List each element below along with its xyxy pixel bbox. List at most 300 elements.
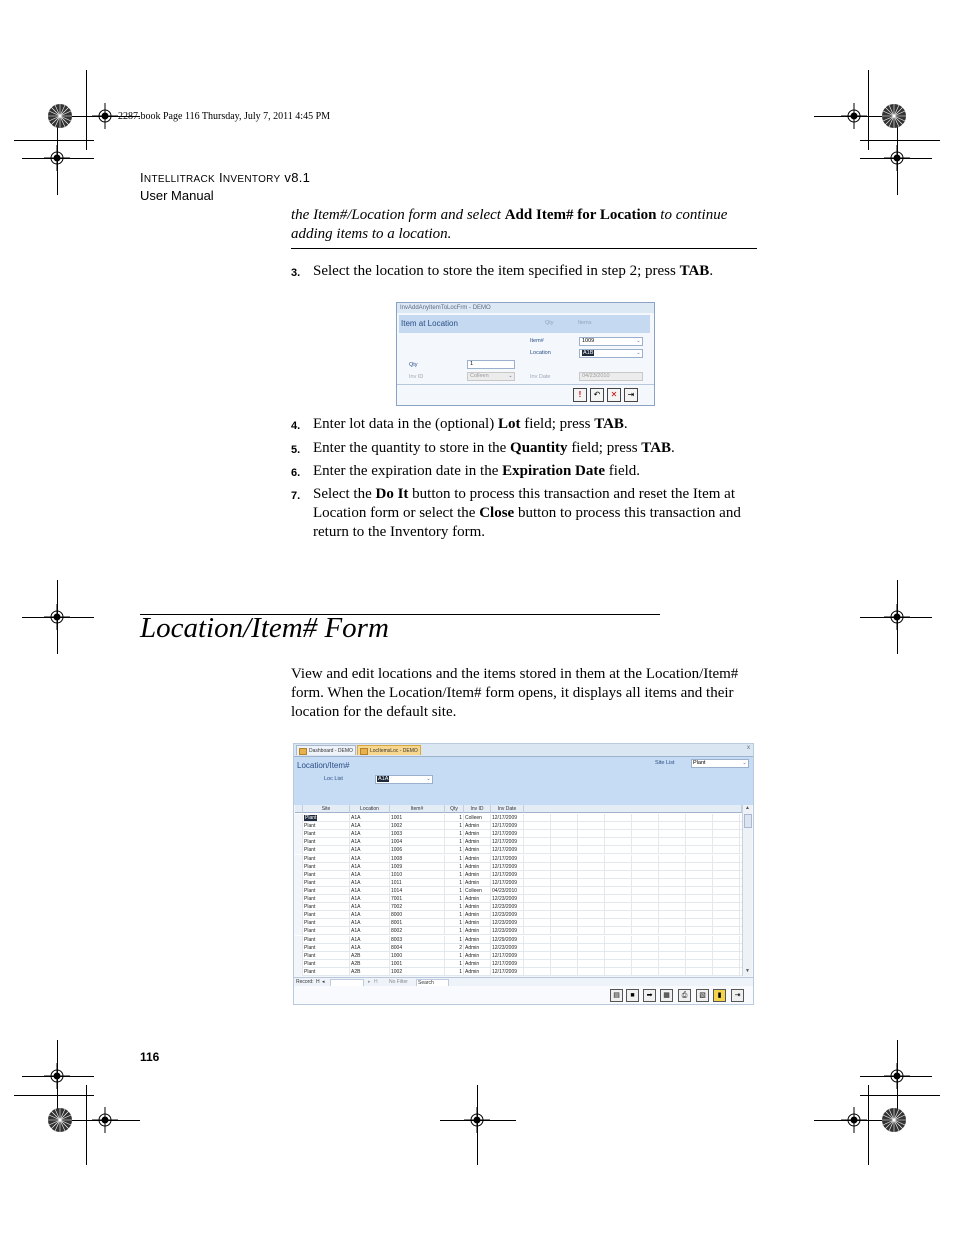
row-selector[interactable]: [295, 903, 303, 911]
table-cell[interactable]: 1: [445, 830, 464, 838]
table-cell[interactable]: 1: [445, 838, 464, 846]
table-cell[interactable]: 1010: [390, 871, 445, 879]
table-cell[interactable]: Plant: [303, 814, 350, 822]
table-cell[interactable]: 1003: [390, 830, 445, 838]
empty-cell: [524, 919, 551, 927]
form-title: Item at Location: [399, 315, 650, 333]
table-cell[interactable]: Admin: [464, 919, 491, 927]
empty-cell: [713, 960, 740, 968]
qty-field[interactable]: 1: [467, 360, 515, 369]
table-cell[interactable]: 12/17/2009: [491, 830, 524, 838]
undo-button[interactable]: ↶: [590, 388, 604, 402]
table-cell[interactable]: A1A: [350, 863, 390, 871]
empty-cell: [713, 903, 740, 911]
table-row[interactable]: [295, 936, 742, 944]
table-cell[interactable]: 12/23/2009: [491, 927, 524, 935]
table-cell[interactable]: A1A: [350, 911, 390, 919]
empty-cell: [551, 855, 578, 863]
chevron-down-icon[interactable]: ⌄: [636, 350, 641, 356]
table-cell[interactable]: 1011: [390, 879, 445, 887]
table-cell[interactable]: 8002: [390, 927, 445, 935]
table-cell[interactable]: 7001: [390, 895, 445, 903]
table-cell[interactable]: 12/17/2009: [491, 879, 524, 887]
row-selector[interactable]: [295, 887, 303, 895]
empty-cell: [713, 830, 740, 838]
table-cell[interactable]: 1009: [390, 863, 445, 871]
table-cell[interactable]: Admin: [464, 960, 491, 968]
empty-cell: [605, 863, 632, 871]
table-cell[interactable]: Plant: [303, 822, 350, 830]
table-cell[interactable]: Admin: [464, 968, 491, 976]
empty-cell: [524, 846, 551, 854]
empty-cell: [659, 846, 686, 854]
table-row[interactable]: [295, 944, 742, 952]
table-cell[interactable]: Colleen: [464, 887, 491, 895]
table-cell[interactable]: Plant: [303, 846, 350, 854]
table-cell[interactable]: 1: [445, 863, 464, 871]
row-selector[interactable]: [295, 968, 303, 976]
empty-cell: [524, 952, 551, 960]
table-cell[interactable]: Admin: [464, 822, 491, 830]
row-selector[interactable]: [295, 863, 303, 871]
empty-cell: [713, 879, 740, 887]
empty-cell: [551, 960, 578, 968]
empty-cell: [659, 838, 686, 846]
empty-cell: [659, 919, 686, 927]
table-cell[interactable]: 1: [445, 927, 464, 935]
table-row[interactable]: [295, 814, 742, 822]
column-header[interactable]: Item#: [390, 805, 445, 813]
step-4-text: Enter lot data in the (optional) Lot field; press TAB.: [313, 416, 628, 432]
crosshair-icon: [841, 1107, 867, 1133]
table-cell[interactable]: 12/17/2009: [491, 871, 524, 879]
row-selector[interactable]: [295, 911, 303, 919]
table-cell[interactable]: Plant: [303, 895, 350, 903]
table-cell[interactable]: A1A: [350, 855, 390, 863]
table-cell[interactable]: 8001: [390, 919, 445, 927]
table-row[interactable]: [295, 960, 742, 968]
table-cell[interactable]: A1A: [350, 830, 390, 838]
empty-cell: [578, 830, 605, 838]
site-list-select[interactable]: Plant ⌄: [691, 759, 749, 768]
empty-cell: [605, 944, 632, 952]
empty-cell: [578, 968, 605, 976]
empty-cell: [632, 952, 659, 960]
row-selector[interactable]: [295, 846, 303, 854]
tab-loc-items[interactable]: LocItemsLoc - DEMO: [357, 745, 421, 755]
table-cell[interactable]: 12/23/2009: [491, 903, 524, 911]
table-cell[interactable]: Admin: [464, 936, 491, 944]
table-cell[interactable]: Plant: [303, 944, 350, 952]
table-cell[interactable]: Admin: [464, 863, 491, 871]
table-cell[interactable]: 12/17/2009: [491, 822, 524, 830]
table-cell[interactable]: Plant: [303, 927, 350, 935]
table-cell[interactable]: A1A: [350, 871, 390, 879]
empty-cell: [605, 871, 632, 879]
select-all-corner[interactable]: [295, 805, 303, 813]
table-cell[interactable]: 12/17/2009: [491, 968, 524, 976]
table-cell[interactable]: Plant: [303, 903, 350, 911]
item-label: Item#: [530, 338, 544, 344]
table-cell[interactable]: Plant: [303, 887, 350, 895]
empty-cell: [524, 911, 551, 919]
table-cell[interactable]: A1A: [350, 927, 390, 935]
item-select[interactable]: 1009 ⌄: [579, 337, 643, 346]
empty-cell: [713, 863, 740, 871]
table-cell[interactable]: 12/17/2009: [491, 846, 524, 854]
table-cell[interactable]: A1A: [350, 936, 390, 944]
inv-date-field: 04/23/2010: [579, 372, 643, 381]
table-cell[interactable]: 1: [445, 846, 464, 854]
chevron-down-icon[interactable]: ⌄: [636, 338, 641, 344]
table-cell[interactable]: 1: [445, 887, 464, 895]
empty-cell: [632, 863, 659, 871]
empty-cell: [551, 903, 578, 911]
vertical-scrollbar[interactable]: [742, 805, 752, 976]
table-cell[interactable]: Plant: [303, 871, 350, 879]
table-row[interactable]: [295, 838, 742, 846]
empty-cell: [632, 911, 659, 919]
table-cell[interactable]: Plant: [303, 863, 350, 871]
table-cell[interactable]: Admin: [464, 830, 491, 838]
empty-cell: [605, 927, 632, 935]
empty-cell: [686, 846, 713, 854]
chevron-down-icon[interactable]: ⌄: [742, 760, 747, 766]
empty-cell: [578, 879, 605, 887]
table-cell[interactable]: 12/17/2009: [491, 960, 524, 968]
empty-cell: [713, 838, 740, 846]
empty-cell: [551, 952, 578, 960]
column-header[interactable]: Location: [350, 805, 390, 813]
go-button[interactable]: ➡: [643, 989, 656, 1002]
table-row[interactable]: [295, 855, 742, 863]
table-cell[interactable]: 1: [445, 936, 464, 944]
no-filter-button[interactable]: No Filter: [389, 979, 408, 985]
table-cell[interactable]: A2B: [350, 968, 390, 976]
table-cell[interactable]: 12/17/2009: [491, 855, 524, 863]
table-cell[interactable]: A2B: [350, 952, 390, 960]
table-cell[interactable]: 1014: [390, 887, 445, 895]
table-cell[interactable]: A2B: [350, 960, 390, 968]
empty-cell: [605, 887, 632, 895]
edit-button[interactable]: ▤: [610, 989, 623, 1002]
column-header[interactable]: Qty: [445, 805, 464, 813]
empty-cell: [713, 822, 740, 830]
table-row[interactable]: [295, 846, 742, 854]
table-row[interactable]: [295, 952, 742, 960]
inv-id-field: Colleen ⌄: [467, 372, 515, 381]
table-cell[interactable]: 1: [445, 952, 464, 960]
table-cell[interactable]: Plant: [303, 968, 350, 976]
table-cell[interactable]: 1004: [390, 838, 445, 846]
note-divider: [291, 248, 757, 249]
empty-cell: [686, 903, 713, 911]
table-cell[interactable]: Admin: [464, 927, 491, 935]
table-cell[interactable]: A1A: [350, 846, 390, 854]
table-cell[interactable]: Admin: [464, 846, 491, 854]
row-selector[interactable]: [295, 814, 303, 822]
table-row[interactable]: [295, 911, 742, 919]
last-record-button[interactable]: H: [374, 979, 378, 985]
search-field[interactable]: Search: [416, 979, 449, 987]
running-header-title: INTELLITRACK INVENTORY v8.1: [140, 170, 311, 185]
table-cell[interactable]: Plant: [303, 855, 350, 863]
table-cell[interactable]: A1A: [350, 919, 390, 927]
table-row[interactable]: [295, 927, 742, 935]
table-cell[interactable]: Plant: [303, 960, 350, 968]
table-cell[interactable]: 1: [445, 879, 464, 887]
preview-button[interactable]: ▧: [696, 989, 709, 1002]
note-paragraph: the Item#/Location form and select Add Item# for Location to continue adding items to a location.: [291, 207, 728, 242]
table-cell[interactable]: 1001: [390, 960, 445, 968]
empty-cell: [659, 927, 686, 935]
table-cell[interactable]: Plant: [303, 830, 350, 838]
empty-cell: [686, 838, 713, 846]
table-row[interactable]: [295, 968, 742, 976]
close-button[interactable]: ⇥: [624, 388, 638, 402]
table-cell[interactable]: 1: [445, 911, 464, 919]
form-title: Location/Item#: [297, 761, 350, 770]
table-row[interactable]: [295, 863, 742, 871]
empty-cell: [632, 814, 659, 822]
form-footer: [294, 986, 753, 1004]
step-6-text: Enter the expiration date in the Expiration Date field.: [313, 463, 641, 479]
table-row[interactable]: [295, 822, 742, 830]
running-header-subtitle: User Manual: [140, 188, 214, 203]
table-cell[interactable]: Admin: [464, 871, 491, 879]
empty-cell: [551, 927, 578, 935]
empty-cell: [686, 879, 713, 887]
empty-cell: [551, 879, 578, 887]
empty-cell: [659, 855, 686, 863]
table-cell[interactable]: Admin: [464, 855, 491, 863]
row-selector[interactable]: [295, 927, 303, 935]
empty-cell: [578, 838, 605, 846]
table-cell[interactable]: Admin: [464, 911, 491, 919]
empty-cell: [524, 822, 551, 830]
location-item-screenshot: [293, 743, 754, 1005]
table-cell[interactable]: Plant: [303, 919, 350, 927]
empty-cell: [686, 863, 713, 871]
table-cell[interactable]: 1: [445, 903, 464, 911]
table-cell[interactable]: A1A: [350, 879, 390, 887]
table-cell[interactable]: A1A: [350, 814, 390, 822]
table-cell[interactable]: A1A: [350, 822, 390, 830]
table-cell[interactable]: 7002: [390, 903, 445, 911]
table-cell[interactable]: Admin: [464, 895, 491, 903]
record-label: Record:: [296, 979, 314, 985]
form-icon: [299, 748, 307, 755]
site-list-label: Site List: [655, 760, 675, 766]
table-cell[interactable]: Admin: [464, 879, 491, 887]
column-header[interactable]: Site: [303, 805, 350, 813]
chevron-down-icon[interactable]: ⌄: [426, 776, 431, 782]
table-cell[interactable]: 1001: [390, 814, 445, 822]
empty-cell: [686, 871, 713, 879]
table-cell[interactable]: Plant: [303, 952, 350, 960]
row-selector[interactable]: [295, 944, 303, 952]
empty-cell: [551, 863, 578, 871]
registration-target-icon: [881, 103, 907, 129]
row-selector[interactable]: [295, 895, 303, 903]
table-cell[interactable]: 1006: [390, 846, 445, 854]
scroll-down-icon[interactable]: ▼: [745, 968, 750, 974]
empty-cell: [551, 911, 578, 919]
table-cell[interactable]: Admin: [464, 903, 491, 911]
form-icon: [360, 748, 368, 755]
delete-button[interactable]: ▮: [713, 989, 726, 1002]
empty-cell: [713, 968, 740, 976]
loc-list-select[interactable]: A1A ⌄: [375, 775, 433, 784]
row-selector[interactable]: [295, 936, 303, 944]
table-cell[interactable]: Plant: [303, 838, 350, 846]
table-cell[interactable]: 1: [445, 814, 464, 822]
table-cell[interactable]: Colleen: [464, 814, 491, 822]
table-cell[interactable]: 1: [445, 855, 464, 863]
table-cell[interactable]: A1A: [350, 895, 390, 903]
empty-cell: [551, 814, 578, 822]
row-selector[interactable]: [295, 879, 303, 887]
empty-cell: [578, 895, 605, 903]
document-tabs: [294, 744, 753, 757]
table-cell[interactable]: 12/29/2009: [491, 936, 524, 944]
table-cell[interactable]: Plant: [303, 911, 350, 919]
table-cell[interactable]: A1A: [350, 838, 390, 846]
location-select[interactable]: A1B ⌄: [579, 349, 643, 358]
stop-button[interactable]: ■: [626, 989, 639, 1002]
scroll-thumb[interactable]: [744, 814, 752, 828]
grid-button[interactable]: ▦: [660, 989, 673, 1002]
table-cell[interactable]: 8003: [390, 936, 445, 944]
table-cell[interactable]: 1: [445, 968, 464, 976]
table-cell[interactable]: 12/17/2009: [491, 838, 524, 846]
table-cell[interactable]: 2: [445, 944, 464, 952]
table-cell[interactable]: 1: [445, 822, 464, 830]
step-3-text: Select the location to store the item specified in step 2; press TAB.: [313, 263, 714, 279]
table-cell[interactable]: 12/23/2009: [491, 895, 524, 903]
table-cell[interactable]: A1A: [350, 903, 390, 911]
empty-cell: [551, 895, 578, 903]
table-cell[interactable]: Admin: [464, 952, 491, 960]
empty-cell: [686, 960, 713, 968]
row-selector[interactable]: [295, 871, 303, 879]
inv-id-label: Inv ID: [409, 374, 424, 380]
table-cell[interactable]: A1A: [350, 887, 390, 895]
row-selector[interactable]: [295, 952, 303, 960]
table-row[interactable]: [295, 871, 742, 879]
table-row[interactable]: [295, 903, 742, 911]
empty-cell: [632, 855, 659, 863]
row-selector[interactable]: [295, 919, 303, 927]
empty-cell: [605, 855, 632, 863]
table-row[interactable]: [295, 895, 742, 903]
exit-button[interactable]: ⇥: [731, 989, 744, 1002]
empty-cell: [524, 887, 551, 895]
tab-dashboard[interactable]: Dashboard - DEMO: [296, 745, 356, 755]
step-6: 6. Enter the expiration date in the Expiration Date field.: [291, 462, 761, 481]
table-cell[interactable]: 1: [445, 960, 464, 968]
table-cell[interactable]: 12/17/2009: [491, 814, 524, 822]
empty-cell: [578, 855, 605, 863]
row-selector[interactable]: [295, 830, 303, 838]
table-cell[interactable]: Plant: [303, 879, 350, 887]
empty-cell: [605, 952, 632, 960]
table-cell[interactable]: 1000: [390, 952, 445, 960]
empty-cell: [605, 895, 632, 903]
table-cell[interactable]: Admin: [464, 838, 491, 846]
empty-cell: [524, 879, 551, 887]
empty-cell: [632, 944, 659, 952]
empty-cell: [713, 952, 740, 960]
table-cell[interactable]: 12/23/2009: [491, 944, 524, 952]
table-cell[interactable]: A1A: [350, 944, 390, 952]
table-cell[interactable]: 04/23/2010: [491, 887, 524, 895]
table-row[interactable]: [295, 887, 742, 895]
row-selector[interactable]: [295, 960, 303, 968]
table-row[interactable]: [295, 879, 742, 887]
empty-cell: [551, 887, 578, 895]
column-header[interactable]: Inv ID: [464, 805, 491, 813]
empty-cell: [686, 814, 713, 822]
row-selector[interactable]: [295, 855, 303, 863]
next-record-button[interactable]: ▸: [368, 979, 371, 985]
table-cell[interactable]: 1008: [390, 855, 445, 863]
empty-cell: [605, 919, 632, 927]
table-cell[interactable]: 12/23/2009: [491, 911, 524, 919]
empty-cell: [659, 814, 686, 822]
scroll-up-icon[interactable]: ▲: [745, 805, 750, 811]
row-selector[interactable]: [295, 838, 303, 846]
table-cell[interactable]: 1002: [390, 822, 445, 830]
close-icon[interactable]: x: [747, 745, 750, 751]
table-cell[interactable]: 12/23/2009: [491, 919, 524, 927]
empty-cell: [605, 822, 632, 830]
table-cell[interactable]: 1: [445, 919, 464, 927]
empty-cell: [551, 936, 578, 944]
table-cell[interactable]: 1002: [390, 968, 445, 976]
table-cell[interactable]: Admin: [464, 944, 491, 952]
table-cell[interactable]: Plant: [303, 936, 350, 944]
table-cell[interactable]: 1: [445, 895, 464, 903]
empty-cell: [713, 911, 740, 919]
empty-cell: [551, 871, 578, 879]
table-cell[interactable]: 12/17/2009: [491, 863, 524, 871]
empty-cell: [605, 911, 632, 919]
table-cell[interactable]: 8000: [390, 911, 445, 919]
empty-cell: [686, 911, 713, 919]
table-cell[interactable]: 8004: [390, 944, 445, 952]
step-4: 4. Enter lot data in the (optional) Lot field; press TAB.: [291, 415, 761, 434]
column-header-filler: [524, 805, 742, 813]
table-row[interactable]: [295, 919, 742, 927]
prev-record-button[interactable]: ◂: [322, 979, 325, 985]
table-cell[interactable]: 1: [445, 871, 464, 879]
first-record-button[interactable]: H: [316, 979, 320, 985]
empty-cell: [632, 936, 659, 944]
table-row[interactable]: [295, 830, 742, 838]
row-selector[interactable]: [295, 822, 303, 830]
cancel-button[interactable]: ✕: [607, 388, 621, 402]
location-label: Location: [530, 350, 551, 356]
print-button[interactable]: ⎙: [678, 989, 691, 1002]
empty-cell: [578, 871, 605, 879]
empty-cell: [659, 863, 686, 871]
do-it-button[interactable]: !: [573, 388, 587, 402]
table-cell[interactable]: 12/17/2009: [491, 952, 524, 960]
empty-cell: [524, 927, 551, 935]
column-header[interactable]: Inv Date: [491, 805, 524, 813]
crosshair-icon: [464, 1107, 490, 1133]
